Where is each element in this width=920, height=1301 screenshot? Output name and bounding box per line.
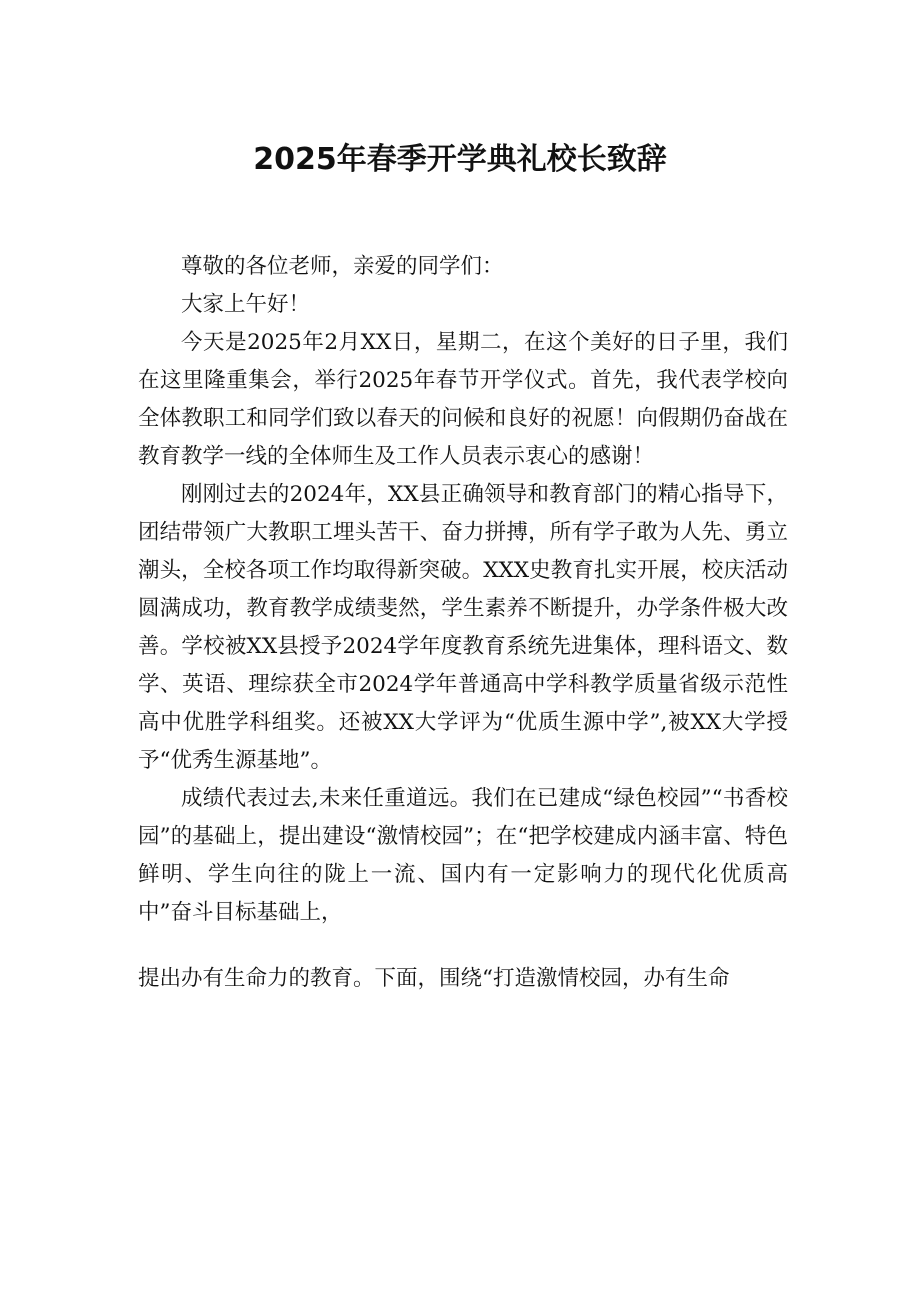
achievements-paragraph: 刚刚过去的2024年，XX县正确领导和教育部门的精心指导下，团结带领广大教职工埋头苦干、奋力拼搏，所有学子敢为人先、勇立潮头，全校各项工作均取得新突破。XXX史教育扎实开展，校庆活动圆满成功，教育教学成绩斐然，学生素养不断提升，办学条件极大改善。学校被XX县授予2024学年度教育系统先进集体，理科语文、数学、英语、理综获全市2024学年普通高中学科教学质量省级示范性高中优胜学科组奖。还被XX大学评为“优质生源中学”,被XX大学授予“优秀生源基地”。: [138, 482, 788, 773]
opening-paragraph: 今天是2025年2月XX日，星期二，在这个美好的日子里，我们在这里隆重集会，举行2025年春节开学仪式。首先，我代表学校向全体教职工和同学们致以春天的问候和良好的祝愿！向假期仍奋战在教育教学一线的全体师生及工作人员表示衷心的感谢！: [138, 330, 788, 469]
salutation-paragraph: 大家上午好！: [181, 292, 311, 317]
document-title: 2025年春季开学典礼校长致辞: [253, 142, 667, 177]
greeting-paragraph: 尊敬的各位老师，亲爱的同学们：: [181, 254, 504, 279]
continuation-paragraph: 提出办有生命力的教育。下面，围绕“打造激情校园，办有生命: [138, 966, 730, 991]
future-goals-paragraph: 成绩代表过去,未来任重道远。我们在已建成“绿色校园”“书香校园”的基础上，提出建设“激情校园”；在“把学校建成内涵丰富、特色鲜明、学生向往的陇上一流、国内有一定影响力的现代化优质高中”奋斗目标基础上，: [138, 786, 788, 925]
document-body: [138, 248, 788, 998]
paragraph-gap: [138, 932, 788, 960]
